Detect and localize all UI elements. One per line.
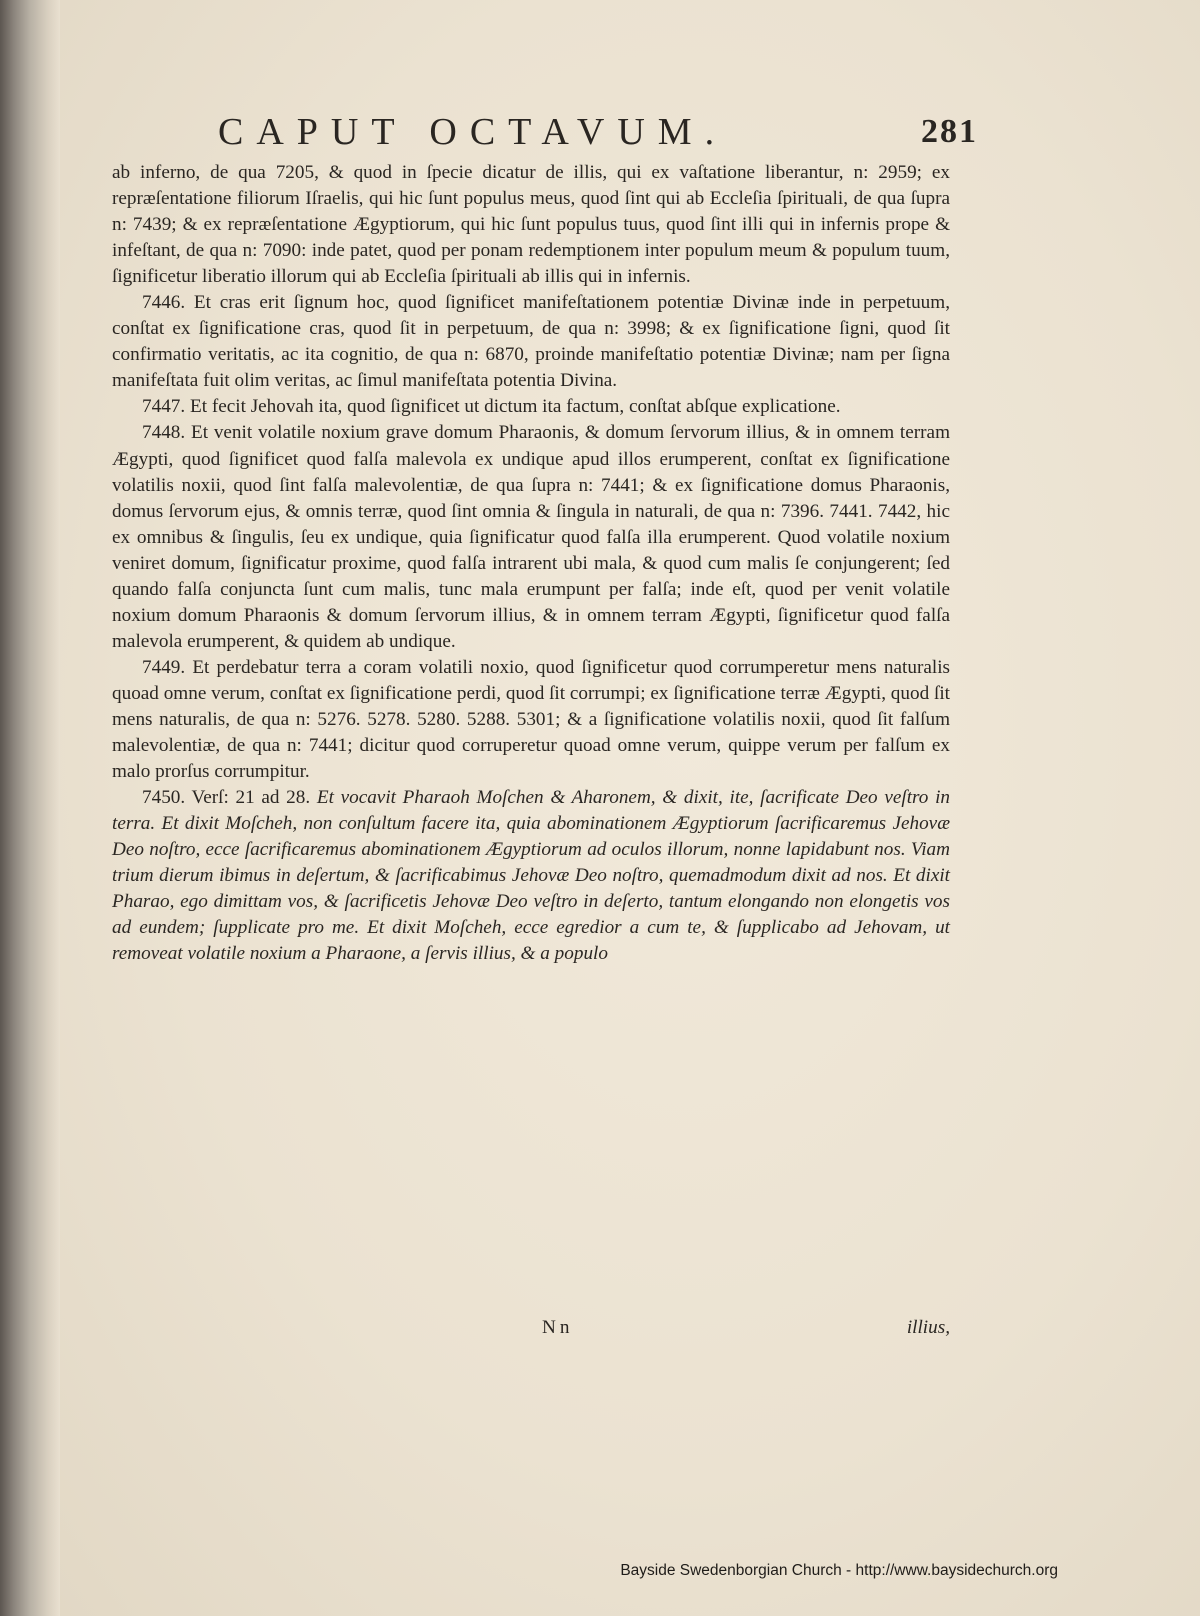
- paragraph-7446: 7446. Et cras erit ſignum hoc, quod ſignificet manifeſtationem potentiæ Divinæ inde in perpetuum, conſtat ex ſignificatione cras, quod ſit in perpetuum, de qua n: 3998; & ex ſignificatione ſigni, quod ſit confirmatio veritatis, ac ita cognitio, de qua n: 6870, proinde manifeſtatio potentiæ Divinæ; nam per ſigna manifeſtata fuit olim veritas, ac ſimul manifeſtata potentia Divina.: [112, 292, 950, 392]
- running-header: [218, 110, 978, 154]
- paragraph-continuation: ab inferno, de qua 7205, & quod in ſpecie dicatur de illis, qui ex vaſtatione liberantur, n: 2959; ex repræſentatione filiorum Iſraelis, qui hic ſunt populus meus, quod ſint qui ab Eccleſia ſpirituali, de qua ſupra n: 7439; & ex repræſentatione Ægyptiorum, qui hic ſunt populus tuus, quod ſint illi qui in infernis prope & infeſtant, de qua n: 7090: inde patet, quod per ponam redemptionem inter populum meum & populum tuum, ſignificetur liberatio illorum qui ab Eccleſia ſpirituali ab illis qui in infernis.: [112, 162, 950, 288]
- signature-mark: Nn: [542, 1317, 574, 1338]
- paragraph-7447: 7447. Et fecit Jehovah ita, quod ſignificet ut dictum ita factum, conſtat abſque explicatione.: [142, 396, 841, 418]
- paragraph-7449: 7449. Et perdebatur terra a coram volatili noxio, quod ſignificetur quod corrumperetur mens naturalis quoad omne verum, conſtat ex ſignificatione perdi, quod ſit corrumpi; ex ſignificatione terræ Ægypti, quod ſit mens naturalis, de qua n: 5276. 5278. 5280. 5288. 5301; & a ſignificatione volatilis noxii, quod ſit falſum malevolentiæ, de qua n: 7441; dicitur quod corruperetur quoad omne verum, quippe verum per falſum ex malo prorſus corrumpitur.: [112, 656, 950, 783]
- paragraph-7450-scripture: Et vocavit Pharaoh Moſchen & Aharonem, & dixit, ite, ſacrificate Deo veſtro in terra. Et dixit Moſcheh, non conſultum facere ita, quia abominationem Ægyptiorum ſacrificaremus Jehovæ Deo noſtro, ecce ſacrificaremus abominationem Ægyptiorum ad oculos illorum, nonne lapidabunt nos. Viam trium dierum ibimus in deſertum, & ſacrificabimus Jehovæ Deo noſtro, quemadmodum dixit ad nos. Et dixit Pharao, ego dimittam vos, & ſacrificetis Jehovæ Deo veſtro in deſerto, tantum elongando non elongetis vos ad eundem; ſupplicate pro me. Et dixit Moſcheh, ecce egredior a cum te, & ſupplicabo ad Jehovam, ut removeat volatile noxium a Pharaone, a ſervis illius, & a populo: [112, 787, 950, 965]
- page-footer: [112, 1315, 950, 1341]
- paragraph-7450-lead: 7450. Verſ: 21 ad 28.: [142, 787, 311, 809]
- source-watermark: Bayside Swedenborgian Church - http://www.baysidechurch.org: [620, 1562, 1058, 1579]
- paragraph-7450: [112, 785, 950, 967]
- page-number: 281: [921, 113, 978, 150]
- book-gutter-shadow: [0, 0, 60, 1616]
- page-body: [112, 160, 950, 967]
- running-title: CAPUT OCTAVUM.: [218, 111, 728, 153]
- paragraph-7448: 7448. Et venit volatile noxium grave domum Pharaonis, & domum ſervorum illius, & in omnem terram Ægypti, quod ſignificet quod falſa malevola ex undique apud illos erumperent, conſtat ex ſignificatione volatilis noxii, quod ſint falſa malevolentiæ, de qua ſupra n: 7441; & ex ſignificatione domus Pharaonis, domus ſervorum ejus, & omnis terræ, quod ſint omnia & ſingula in naturali, de qua n: 7396. 7441. 7442, hic ex omnibus & ſingulis, ſeu ex undique, quia ſignificatur quod falſa illa erumperent. Quod volatile noxium veniret domum, ſignificatur proxime, quod falſa intrarent ubi mala, & quod cum malis ſe conjungerent; ſed quando falſa conjuncta ſunt cum malis, tunc mala erumpunt per falſa; inde eſt, quod per venit volatile noxium domum Pharaonis & domum ſervorum illius, & in omnem terram Ægypti, ſignificetur quod falſa malevola erumperent, & quidem ab undique.: [112, 422, 950, 652]
- catchword: illius,: [906, 1317, 950, 1338]
